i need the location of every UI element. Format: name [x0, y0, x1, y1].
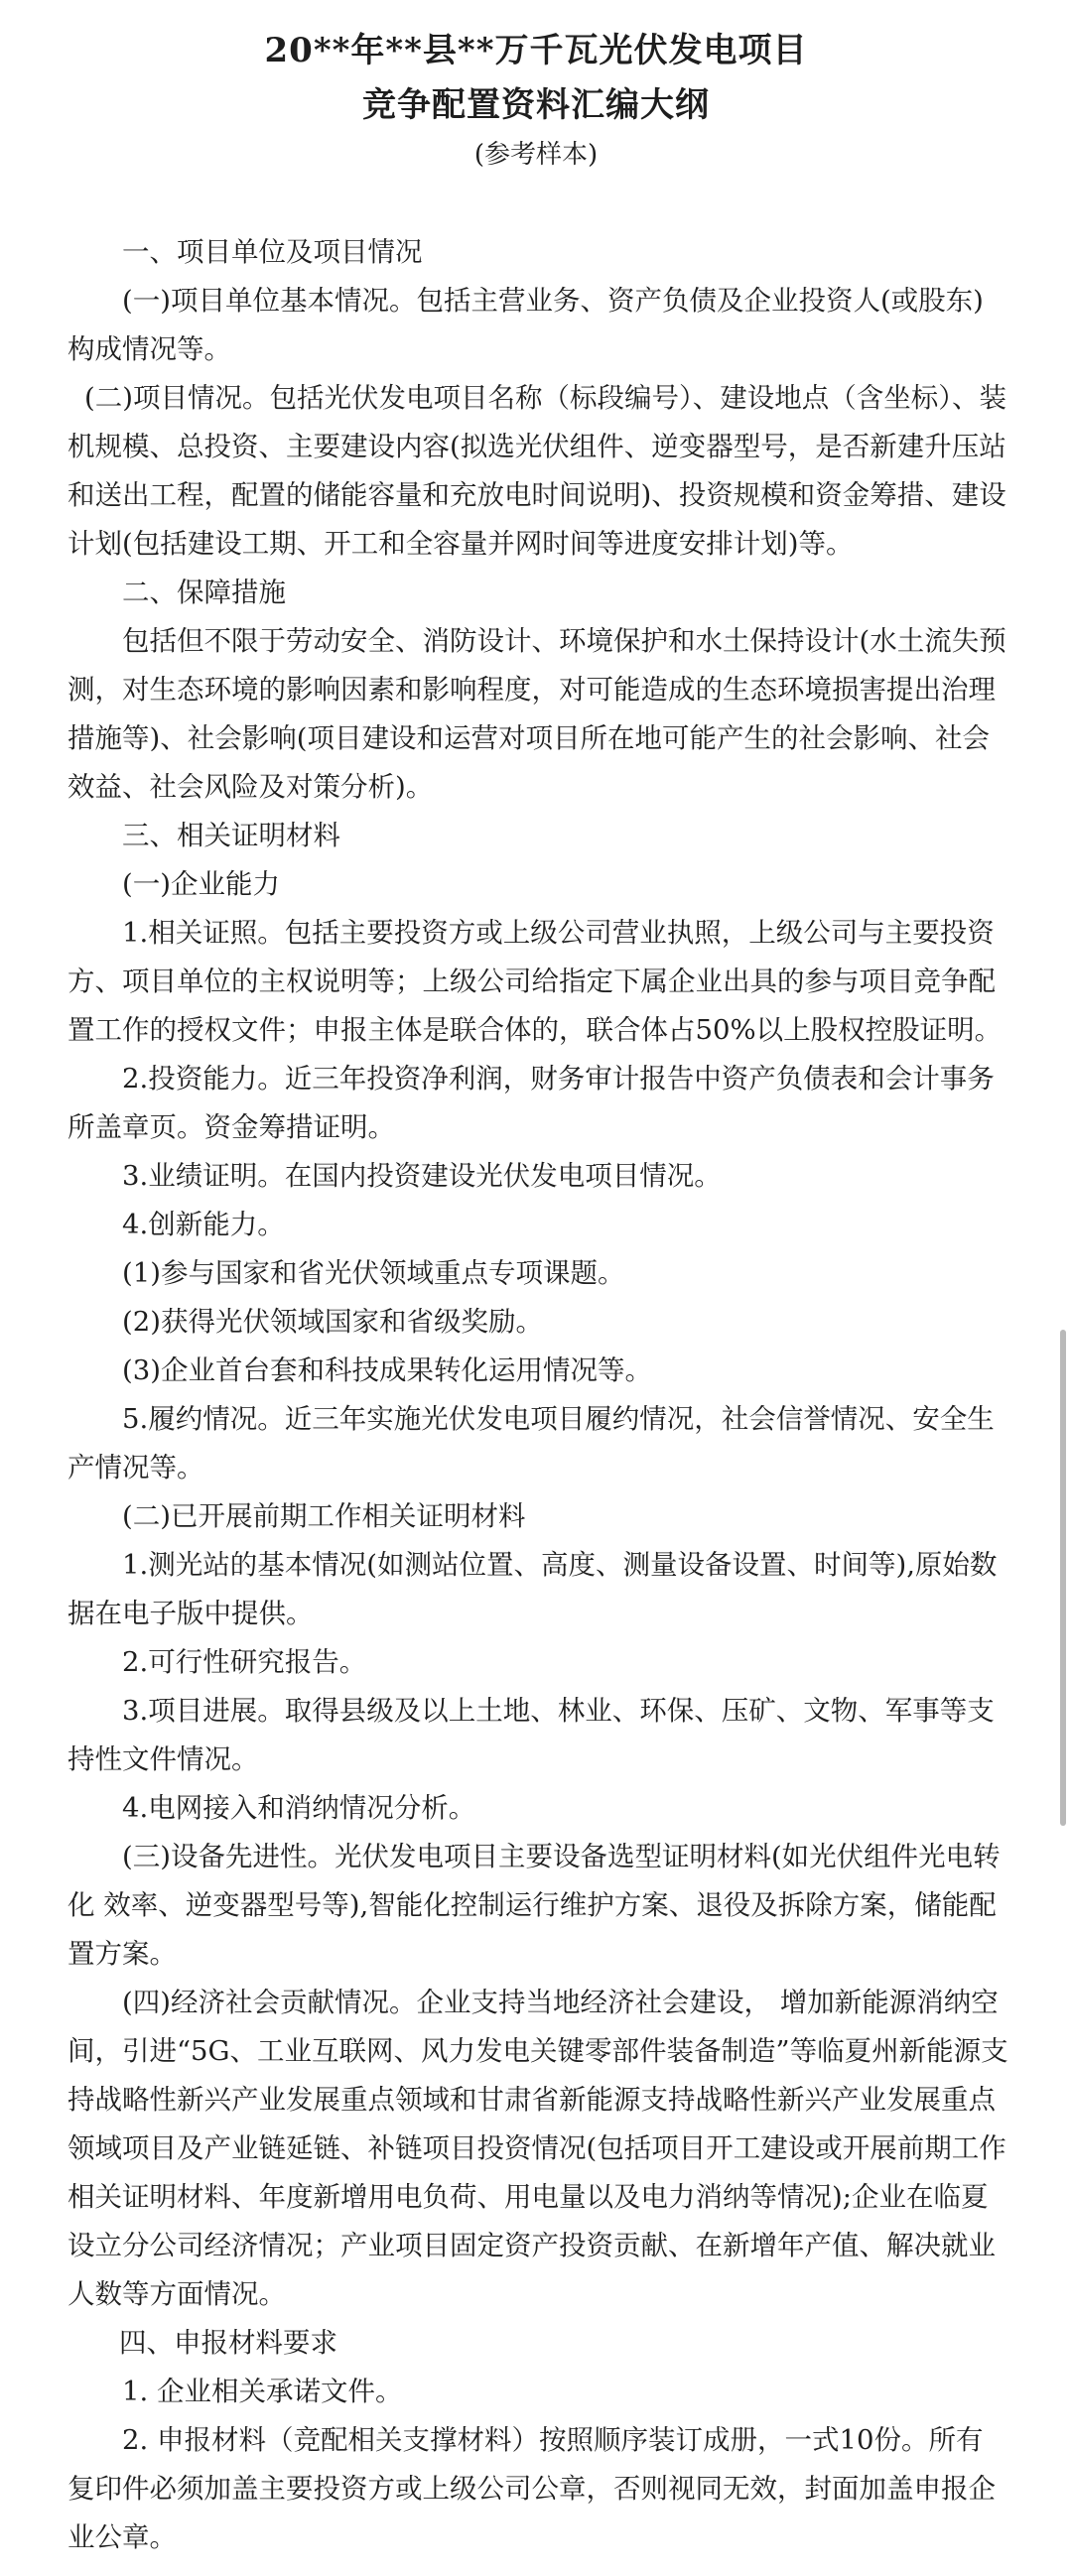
section-heading: 一、项目单位及项目情况: [122, 236, 423, 268]
subsection-heading: (一)企业能力: [122, 868, 280, 900]
paragraph: (二)项目情况。包括光伏发电项目名称（标段编号）、建设地点（含坐标）、装机规模、总投资、主要建设内容(拟选光伏组件、逆变器型号，是否新建升压站和送出工程，配置的储能容量和充放电时间说明)、投资规模和资金筹措、建设计划(包括建设工期、开工和全容量并网时间等进度安排计划)等。: [67, 382, 1006, 560]
paragraph: (三)设备先进性。光伏发电项目主要设备选型证明材料(如光伏组件光电转化 效率、逆变器型号等),智能化控制运行维护方案、退役及拆除方案，储能配置方案。: [67, 1841, 1001, 1970]
paragraph: (一)项目单位基本情况。包括主营业务、资产负债及企业投资人(或股东)构成情况等。: [67, 285, 984, 365]
paragraph: (3)企业首台套和科技成果转化运用情况等。: [122, 1354, 652, 1386]
section-heading: 四、申报材料要求: [119, 2327, 337, 2359]
paragraph: (1)参与国家和省光伏领域重点专项课题。: [122, 1257, 625, 1289]
paragraph: (四)经济社会贡献情况。企业支持当地经济社会建设， 增加新能源消纳空间，引进“5G、工业互联网、风力发电关键零部件装备制造”等临夏州新能源支持战略性新兴产业发展重点领域和甘肃省新能源支持战略性新兴产业发展重点领域项目及产业链延链、补链项目投资情况(包括项目开工建设或开展前期工作相关证明材料、年度新增用电负荷、用电量以及电力消纳等情况);企业在临夏设立分公司经济情况；产业项目固定资产投资贡献、在新增年产值、解决就业人数等方面情况。: [67, 1987, 1008, 2310]
paragraph: 4.电网接入和消纳情况分析。: [122, 1792, 476, 1824]
section-heading: 二、保障措施: [122, 577, 286, 608]
paragraph: 包括但不限于劳动安全、消防设计、环境保护和水土保持设计(水土流失预测，对生态环境的影响因素和影响程度，对可能造成的生态环境损害提出治理措施等)、社会影响(项目建设和运营对项目所在地可能产生的社会影响、社会效益、社会风险及对策分析)。: [67, 625, 1006, 803]
section-heading: 三、相关证明材料: [122, 820, 340, 851]
paragraph: (2)获得光伏领域国家和省级奖励。: [122, 1306, 543, 1338]
paragraph: 4.创新能力。: [122, 1209, 285, 1240]
document-title-line2: 竞争配置资料汇编大纲: [362, 85, 710, 125]
paragraph: 2. 申报材料（竞配相关支撑材料）按照顺序装订成册，一式10份。所有复印件必须加盖主要投资方或上级公司公章，否则视同无效，封面加盖申报企业公章。: [67, 2424, 996, 2553]
subsection-heading: (二)已开展前期工作相关证明材料: [122, 1500, 526, 1532]
paragraph: 2.可行性研究报告。: [122, 1646, 367, 1678]
paragraph: 2.投资能力。近三年投资净利润，财务审计报告中资产负债表和会计事务所盖章页。资金筹措证明。: [67, 1063, 995, 1143]
paragraph: 1.测光站的基本情况(如测站位置、高度、测量设备设置、时间等),原始数据在电子版中提供。: [67, 1549, 998, 1629]
document-body: [67, 228, 1008, 2562]
paragraph: 1.相关证照。包括主要投资方或上级公司营业执照，上级公司与主要投资方、项目单位的主权说明等；上级公司给指定下属企业出具的参与项目竞争配置工作的授权文件；申报主体是联合体的，联合体占50%以上股权控股证明。: [67, 917, 1003, 1046]
document-subtitle: (参考样本): [473, 140, 599, 170]
paragraph: 3.业绩证明。在国内投资建设光伏发电项目情况。: [122, 1160, 722, 1192]
paragraph: 1. 企业相关承诺文件。: [122, 2376, 403, 2407]
scrollbar[interactable]: [1060, 1330, 1066, 1826]
paragraph: 5.履约情况。近三年实施光伏发电项目履约情况，社会信誉情况、安全生产情况等。: [67, 1403, 995, 1483]
paragraph: 3.项目进展。取得县级及以上土地、林业、环保、压矿、文物、军事等支持性文件情况。: [67, 1695, 995, 1775]
document-title-line1: 20**年**县**万千瓦光伏发电项目: [264, 31, 808, 70]
